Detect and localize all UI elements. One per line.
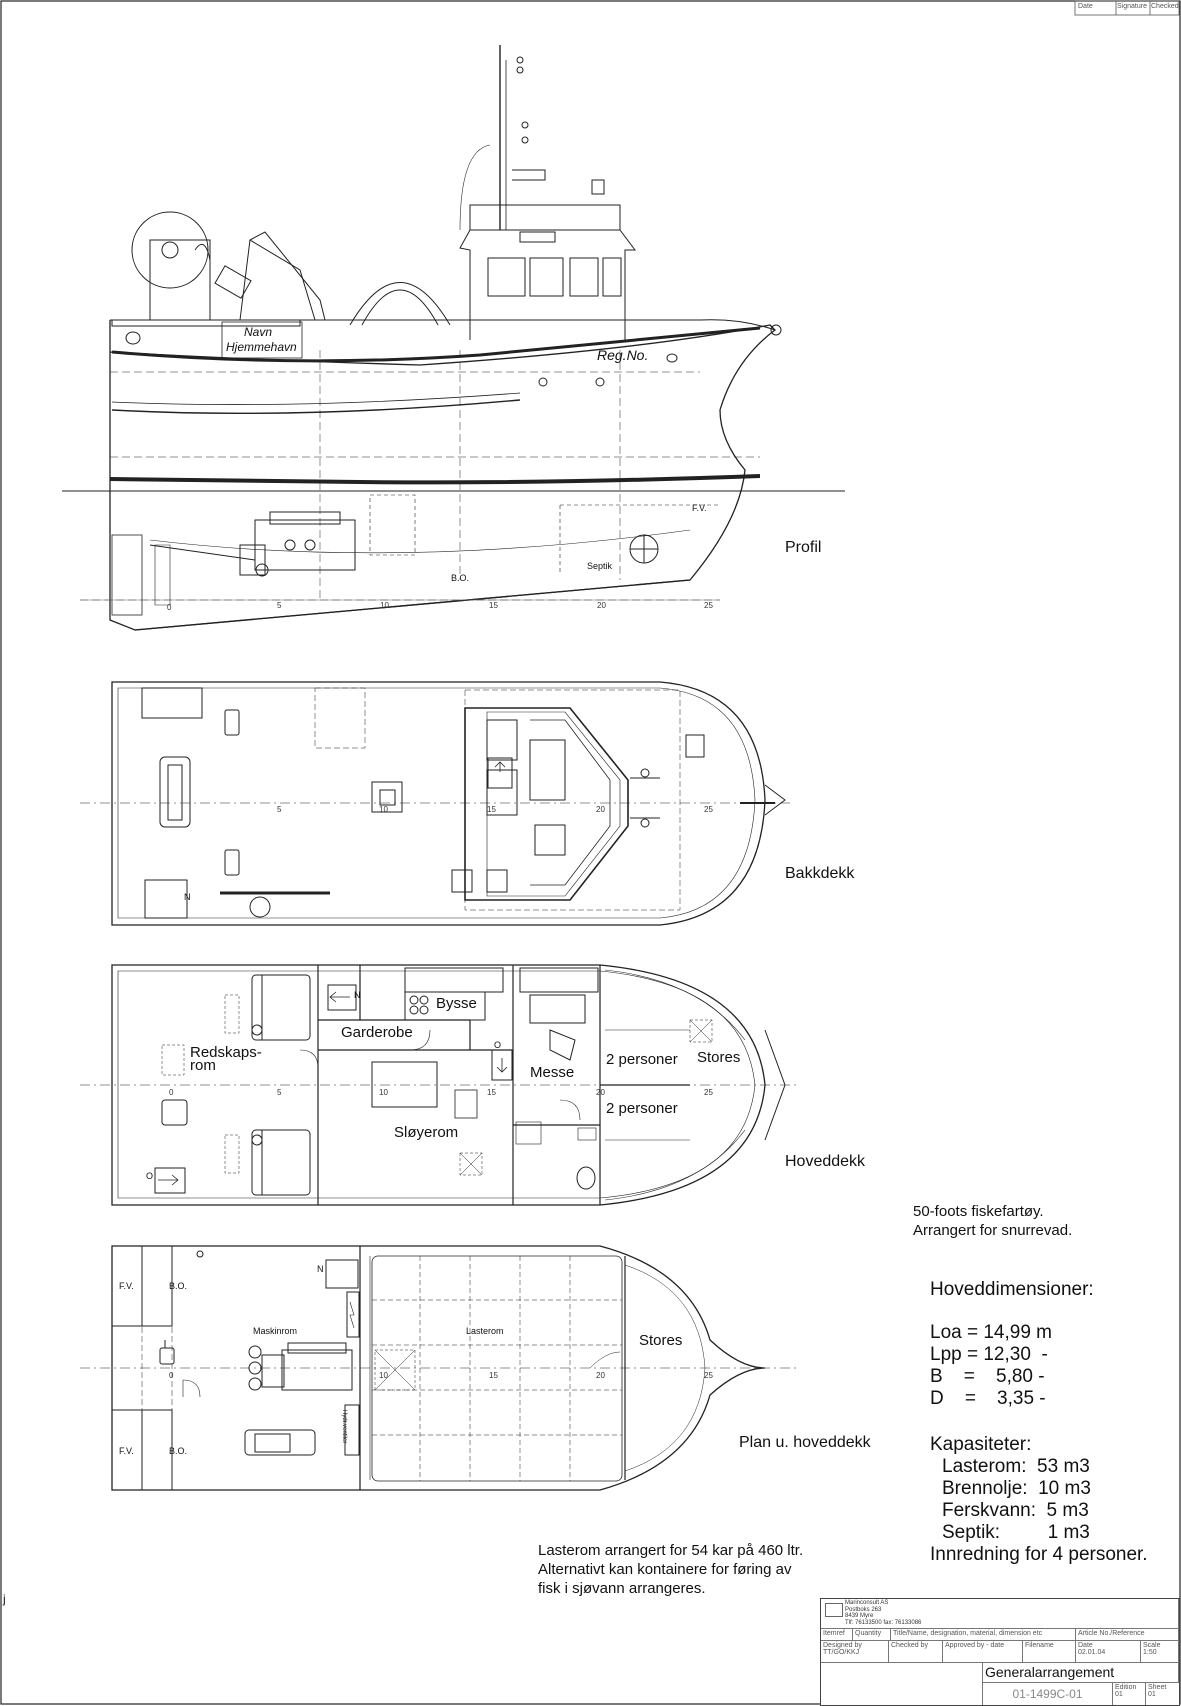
vessel-description-line-2: Arrangert for snurrevad. bbox=[913, 1222, 1073, 1239]
plan-tank-fv-top: F.V. bbox=[119, 1281, 134, 1291]
main-dimensions bbox=[930, 1279, 1094, 1410]
room-redskapsrom-1: Redskaps- bbox=[190, 1044, 262, 1061]
profile-frame-15: 15 bbox=[489, 601, 498, 610]
bakkdekk-frame-20: 20 bbox=[596, 805, 605, 814]
article-label: Article No./Reference bbox=[1076, 1629, 1179, 1641]
approved-by-cell bbox=[943, 1641, 1023, 1663]
hold-note bbox=[538, 1541, 803, 1598]
name-plate-hjemmehavn: Hjemmehavn bbox=[226, 340, 297, 354]
bakkdekk-frame-10: 10 bbox=[379, 805, 388, 814]
hoveddekk-frame-20: 20 bbox=[596, 1088, 605, 1097]
plan-frame-10: 10 bbox=[379, 1371, 388, 1380]
name-plate-navn: Navn bbox=[244, 325, 273, 339]
scale-label: Scale bbox=[1143, 1642, 1161, 1649]
profile-frame-5: 5 bbox=[277, 601, 282, 610]
plan-tank-bo-top: B.O. bbox=[169, 1281, 188, 1291]
profile-fv-label: F.V. bbox=[692, 503, 707, 513]
dim-b: B = 5,80 - bbox=[930, 1366, 1045, 1387]
bakkdekk-frame-15: 15 bbox=[487, 805, 496, 814]
hoveddekk-frame-25: 25 bbox=[704, 1088, 713, 1097]
checked-by-label: Checked by bbox=[891, 1642, 928, 1649]
room-lasterom: Lasterom bbox=[466, 1326, 504, 1336]
date-label: Date bbox=[1078, 1642, 1093, 1649]
room-bysse: Bysse bbox=[436, 995, 477, 1012]
bakkdekk-stair-label: N bbox=[184, 892, 191, 902]
cap-lasterom: Lasterom: 53 m3 bbox=[942, 1456, 1090, 1477]
room-garderobe: Garderobe bbox=[341, 1024, 413, 1041]
capacities-heading: Kapasiteter: bbox=[930, 1434, 1032, 1455]
sheet-label: Sheet bbox=[1148, 1684, 1167, 1691]
hold-note-line-2: Alternativt kan kontainere for føring av bbox=[538, 1561, 792, 1578]
company-cell bbox=[821, 1599, 1179, 1629]
plan-stair-label: N bbox=[317, 1264, 324, 1274]
cap-ferskvann: Ferskvann: 5 m3 bbox=[942, 1500, 1089, 1521]
designed-by-cell bbox=[821, 1641, 889, 1663]
main-dimensions-heading: Hoveddimensioner: bbox=[930, 1279, 1094, 1300]
sheet-value: 01 bbox=[1148, 1691, 1156, 1698]
designed-by-label: Designed by bbox=[823, 1642, 862, 1649]
dim-d: D = 3,35 - bbox=[930, 1388, 1046, 1409]
sheet-cell bbox=[1146, 1683, 1179, 1705]
hoveddekk-frame-15: 15 bbox=[487, 1088, 496, 1097]
plan-frame-15: 15 bbox=[489, 1371, 498, 1380]
cap-brennolje: Brennolje: 10 m3 bbox=[942, 1478, 1091, 1499]
scale-cell bbox=[1141, 1641, 1179, 1663]
room-cabin-1: 2 personer bbox=[606, 1051, 678, 1068]
capacities bbox=[930, 1434, 1148, 1566]
bakkdekk-frame-25: 25 bbox=[704, 805, 713, 814]
hold-note-line-1: Lasterom arrangert for 54 kar på 460 ltr. bbox=[538, 1542, 804, 1559]
margin-mark: j bbox=[3, 1592, 6, 1606]
edition-cell bbox=[1113, 1683, 1146, 1705]
reg-no-label: Reg.No. bbox=[597, 347, 649, 363]
title-name-label: Title/Name, designation, material, dimension etc bbox=[891, 1629, 1076, 1641]
company-name: Marinconsult AS bbox=[845, 1600, 889, 1606]
designed-by-value: TT/GO/KKJ bbox=[823, 1649, 860, 1656]
hoveddekk-frame-0: 0 bbox=[169, 1088, 174, 1097]
drawing-title: Generalarrangement bbox=[983, 1663, 1179, 1683]
profile-bo-label: B.O. bbox=[451, 573, 470, 583]
approved-by-label: Approved by - date bbox=[945, 1642, 1005, 1649]
bakkdekk-view-label: Bakkdekk bbox=[785, 865, 855, 882]
hoveddekk-stair-n: N bbox=[354, 990, 361, 1000]
profile-frame-0: 0 bbox=[167, 603, 172, 612]
edition-value: 01 bbox=[1115, 1691, 1123, 1698]
room-redskapsrom-2: rom bbox=[190, 1057, 216, 1074]
hoveddekk-frame-10: 10 bbox=[379, 1088, 388, 1097]
quantity-label: Quantity bbox=[853, 1629, 891, 1641]
itemref-label: Itemref bbox=[821, 1629, 853, 1641]
room-maskinrom: Maskinrom bbox=[253, 1326, 298, 1336]
rev-signature-label: Signature bbox=[1117, 3, 1147, 10]
profile-view-label: Profil bbox=[785, 539, 822, 556]
company-address-2: 8439 Myre bbox=[845, 1613, 874, 1619]
hydr-ventiler-label: Hydr.ventiler bbox=[341, 1410, 347, 1444]
title-block bbox=[820, 1598, 1180, 1706]
profile-frame-10: 10 bbox=[380, 601, 389, 610]
profile-frame-25: 25 bbox=[704, 601, 713, 610]
date-value: 02.01.04 bbox=[1078, 1649, 1106, 1656]
vessel-description-line-1: 50-foots fiskefartøy. bbox=[913, 1203, 1044, 1220]
profile-frame-20: 20 bbox=[597, 601, 606, 610]
rev-checked-label: Checked bbox=[1151, 3, 1179, 10]
hoveddekk-view-label: Hoveddekk bbox=[785, 1153, 866, 1170]
rev-date-label: Date bbox=[1078, 3, 1093, 10]
room-stores-hoveddekk: Stores bbox=[697, 1049, 741, 1066]
blank-cell bbox=[821, 1663, 983, 1705]
capacities-footer: Innredning for 4 personer. bbox=[930, 1544, 1148, 1565]
drawing-number: 01-1499C-01 bbox=[983, 1683, 1113, 1705]
date-cell bbox=[1076, 1641, 1141, 1663]
dim-lpp: Lpp = 12,30 - bbox=[930, 1344, 1048, 1365]
vessel-description bbox=[913, 1202, 1072, 1240]
plan-frame-25: 25 bbox=[704, 1371, 713, 1380]
room-stores-plan: Stores bbox=[639, 1332, 683, 1349]
scale-value: 1:50 bbox=[1143, 1649, 1157, 1656]
checked-by-cell bbox=[889, 1641, 943, 1663]
plan-view-label: Plan u. hoveddekk bbox=[739, 1434, 871, 1451]
filename-label: Filename bbox=[1025, 1642, 1054, 1649]
room-sloyerom: Sløyerom bbox=[394, 1124, 459, 1141]
plan-frame-0: 0 bbox=[169, 1371, 174, 1380]
bakkdekk-frame-5: 5 bbox=[277, 805, 282, 814]
company-phone: Tlf: 76133500 fax: 76133086 bbox=[845, 1619, 922, 1626]
filename-cell bbox=[1023, 1641, 1076, 1663]
profile-septik-label: Septik bbox=[587, 561, 613, 571]
hold-note-line-3: fisk i sjøvann arrangeres. bbox=[538, 1580, 706, 1597]
cap-septik: Septik: 1 m3 bbox=[942, 1522, 1090, 1543]
dim-loa: Loa = 14,99 m bbox=[930, 1322, 1053, 1343]
company-address-1: Postboks 263 bbox=[845, 1606, 882, 1613]
hoveddekk-stair-o2: O bbox=[146, 1171, 154, 1181]
hoveddekk-stair-o: O bbox=[494, 1040, 502, 1050]
plan-frame-20: 20 bbox=[596, 1371, 605, 1380]
edition-label: Edition bbox=[1115, 1684, 1137, 1691]
hoveddekk-frame-5: 5 bbox=[277, 1088, 282, 1097]
plan-tank-bo-bottom: B.O. bbox=[169, 1446, 188, 1456]
room-messe: Messe bbox=[530, 1064, 575, 1081]
room-cabin-2: 2 personer bbox=[606, 1100, 678, 1117]
company-logo-icon bbox=[825, 1603, 843, 1617]
plan-tank-fv-bottom: F.V. bbox=[119, 1446, 134, 1456]
